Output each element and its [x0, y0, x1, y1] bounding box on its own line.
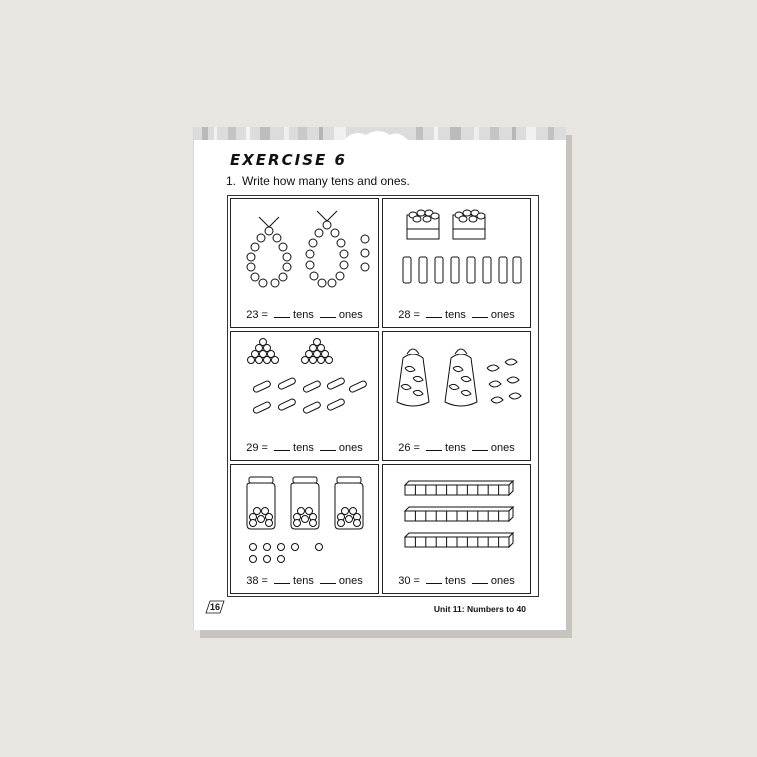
question-number: 1.: [226, 174, 237, 188]
equation: 38 = tens ones: [246, 575, 363, 587]
equation-number: 26: [398, 442, 411, 454]
ones-label: ones: [490, 575, 515, 587]
cell-rods: [382, 198, 531, 328]
ones-answer-blank[interactable]: [472, 308, 488, 318]
cell-logs: [230, 331, 379, 461]
worksheet-page: [193, 127, 566, 630]
instruction-text: Write how many tens and ones.: [242, 174, 410, 188]
equation-number: 30: [398, 575, 411, 587]
ones-answer-blank[interactable]: [320, 441, 336, 451]
ones-answer-blank[interactable]: [320, 308, 336, 318]
unit-title: Unit 11: Numbers to 40: [433, 604, 526, 614]
instruction: [226, 174, 410, 188]
page-header-decoration: [194, 127, 566, 143]
cell-leaves: [382, 331, 531, 461]
tens-answer-blank[interactable]: [426, 574, 442, 584]
tens-answer-blank[interactable]: [426, 441, 442, 451]
equation: 30 = tens ones: [398, 575, 515, 587]
tens-label: tens: [445, 442, 466, 454]
ones-answer-blank[interactable]: [472, 441, 488, 451]
equation: 26 = tens ones: [398, 442, 515, 454]
equation-number: 23: [246, 309, 259, 321]
tens-answer-blank[interactable]: [274, 574, 290, 584]
ones-answer-blank[interactable]: [472, 574, 488, 584]
tens-label: tens: [445, 309, 466, 321]
tens-label: tens: [293, 309, 314, 321]
ones-label: ones: [490, 309, 515, 321]
cell-blocks: [382, 464, 531, 594]
tens-answer-blank[interactable]: [426, 308, 442, 318]
ones-answer-blank[interactable]: [320, 574, 336, 584]
exercise-title: EXERCISE 6: [230, 151, 347, 169]
equation: 28 = tens ones: [398, 309, 515, 321]
equation-number: 29: [246, 442, 259, 454]
tens-label: tens: [293, 442, 314, 454]
tens-answer-blank[interactable]: [274, 308, 290, 318]
page-number: 16: [210, 602, 221, 612]
equation: 29 = tens ones: [246, 442, 363, 454]
ones-label: ones: [338, 575, 363, 587]
ones-label: ones: [338, 442, 363, 454]
equation-number: 38: [246, 575, 259, 587]
cell-marbles: [230, 464, 379, 594]
cell-beads: [230, 198, 379, 328]
ones-label: ones: [338, 309, 363, 321]
tens-label: tens: [293, 575, 314, 587]
equation: 23 = tens ones: [246, 309, 363, 321]
equation-number: 28: [398, 309, 411, 321]
ones-label: ones: [490, 442, 515, 454]
tens-label: tens: [445, 575, 466, 587]
tens-answer-blank[interactable]: [274, 441, 290, 451]
exercise-grid: [227, 195, 539, 597]
